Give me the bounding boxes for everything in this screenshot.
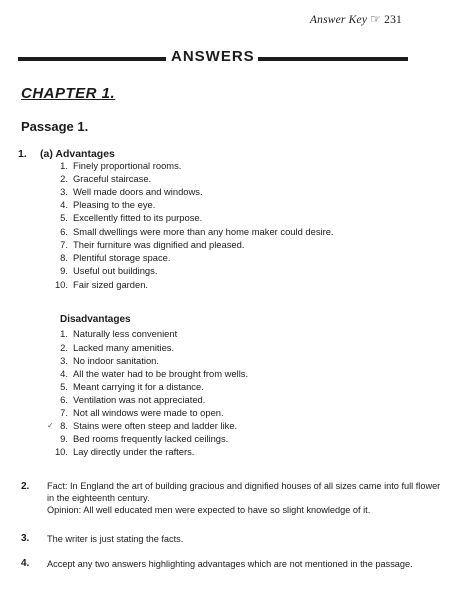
question-2-number: 2.: [21, 481, 30, 492]
question-3-number: 3.: [21, 533, 30, 544]
list-item: 3. No indoor sanitation.: [60, 355, 159, 366]
banner-rule-right: [258, 57, 408, 61]
list-item: 3. Well made doors and windows.: [60, 186, 203, 197]
chapter-heading: CHAPTER 1.: [21, 85, 116, 102]
list-item: 6. Ventilation was not appreciated.: [60, 394, 206, 405]
list-item: 4. All the water had to be brought from wells.: [60, 368, 249, 379]
list-item: 1. Finely proportional rooms.: [60, 160, 182, 171]
list-item: 5. Meant carrying it for a distance.: [60, 381, 204, 392]
fact-line-1: Fact: In England the art of building gracious and dignified houses of all sizes came into full flower: [47, 481, 441, 491]
list-item: 8. Plentiful storage space.: [60, 252, 171, 263]
advantages-heading: (a) Advantages: [40, 148, 115, 160]
list-item: 7. Not all windows were made to open.: [60, 407, 224, 418]
question-4-number: 4.: [21, 558, 30, 569]
list-item: 8. Stains were often steep and ladder like.: [60, 420, 238, 431]
running-header: [310, 12, 402, 27]
question-1-heading: [18, 148, 115, 160]
fact-line-2: in the eighteenth century.: [47, 493, 150, 503]
disadvantages-heading: Disadvantages: [60, 314, 131, 325]
list-item: 1. Naturally less convenient: [60, 328, 178, 339]
list-item: 10. Fair sized garden.: [54, 279, 149, 290]
question-number: 1.: [18, 148, 27, 160]
question-3-answer: The writer is just stating the facts.: [47, 534, 184, 544]
pen-mark: ✓: [47, 421, 54, 430]
list-item: 7. Their furniture was dignified and pleased.: [60, 239, 245, 250]
question-4-answer: Accept any two answers highlighting advantages which are not mentioned in the passage.: [47, 559, 413, 569]
list-item: 2. Graceful staircase.: [60, 173, 152, 184]
passage-heading: Passage 1.: [21, 119, 89, 134]
list-item: 9. Useful out buildings.: [60, 265, 158, 276]
list-item: 4. Pleasing to the eye.: [60, 199, 156, 210]
banner-rule-left: [18, 57, 166, 61]
pointing-hand-icon: ☞: [370, 12, 382, 26]
section-banner: ANSWERS: [171, 48, 255, 65]
header-title: Answer Key: [309, 14, 368, 26]
list-item: 10. Lay directly under the rafters.: [54, 446, 195, 457]
list-item: 5. Excellently fitted to its purpose.: [60, 212, 203, 223]
list-item: 9. Bed rooms frequently lacked ceilings.: [60, 433, 229, 444]
list-item: 6. Small dwellings were more than any home maker could desire.: [60, 226, 334, 237]
page-number: 231: [384, 14, 402, 26]
opinion-line: Opinion: All well educated men were expected to have so slight knowledge of it.: [47, 505, 371, 515]
list-item: 2. Lacked many amenities.: [60, 342, 175, 353]
